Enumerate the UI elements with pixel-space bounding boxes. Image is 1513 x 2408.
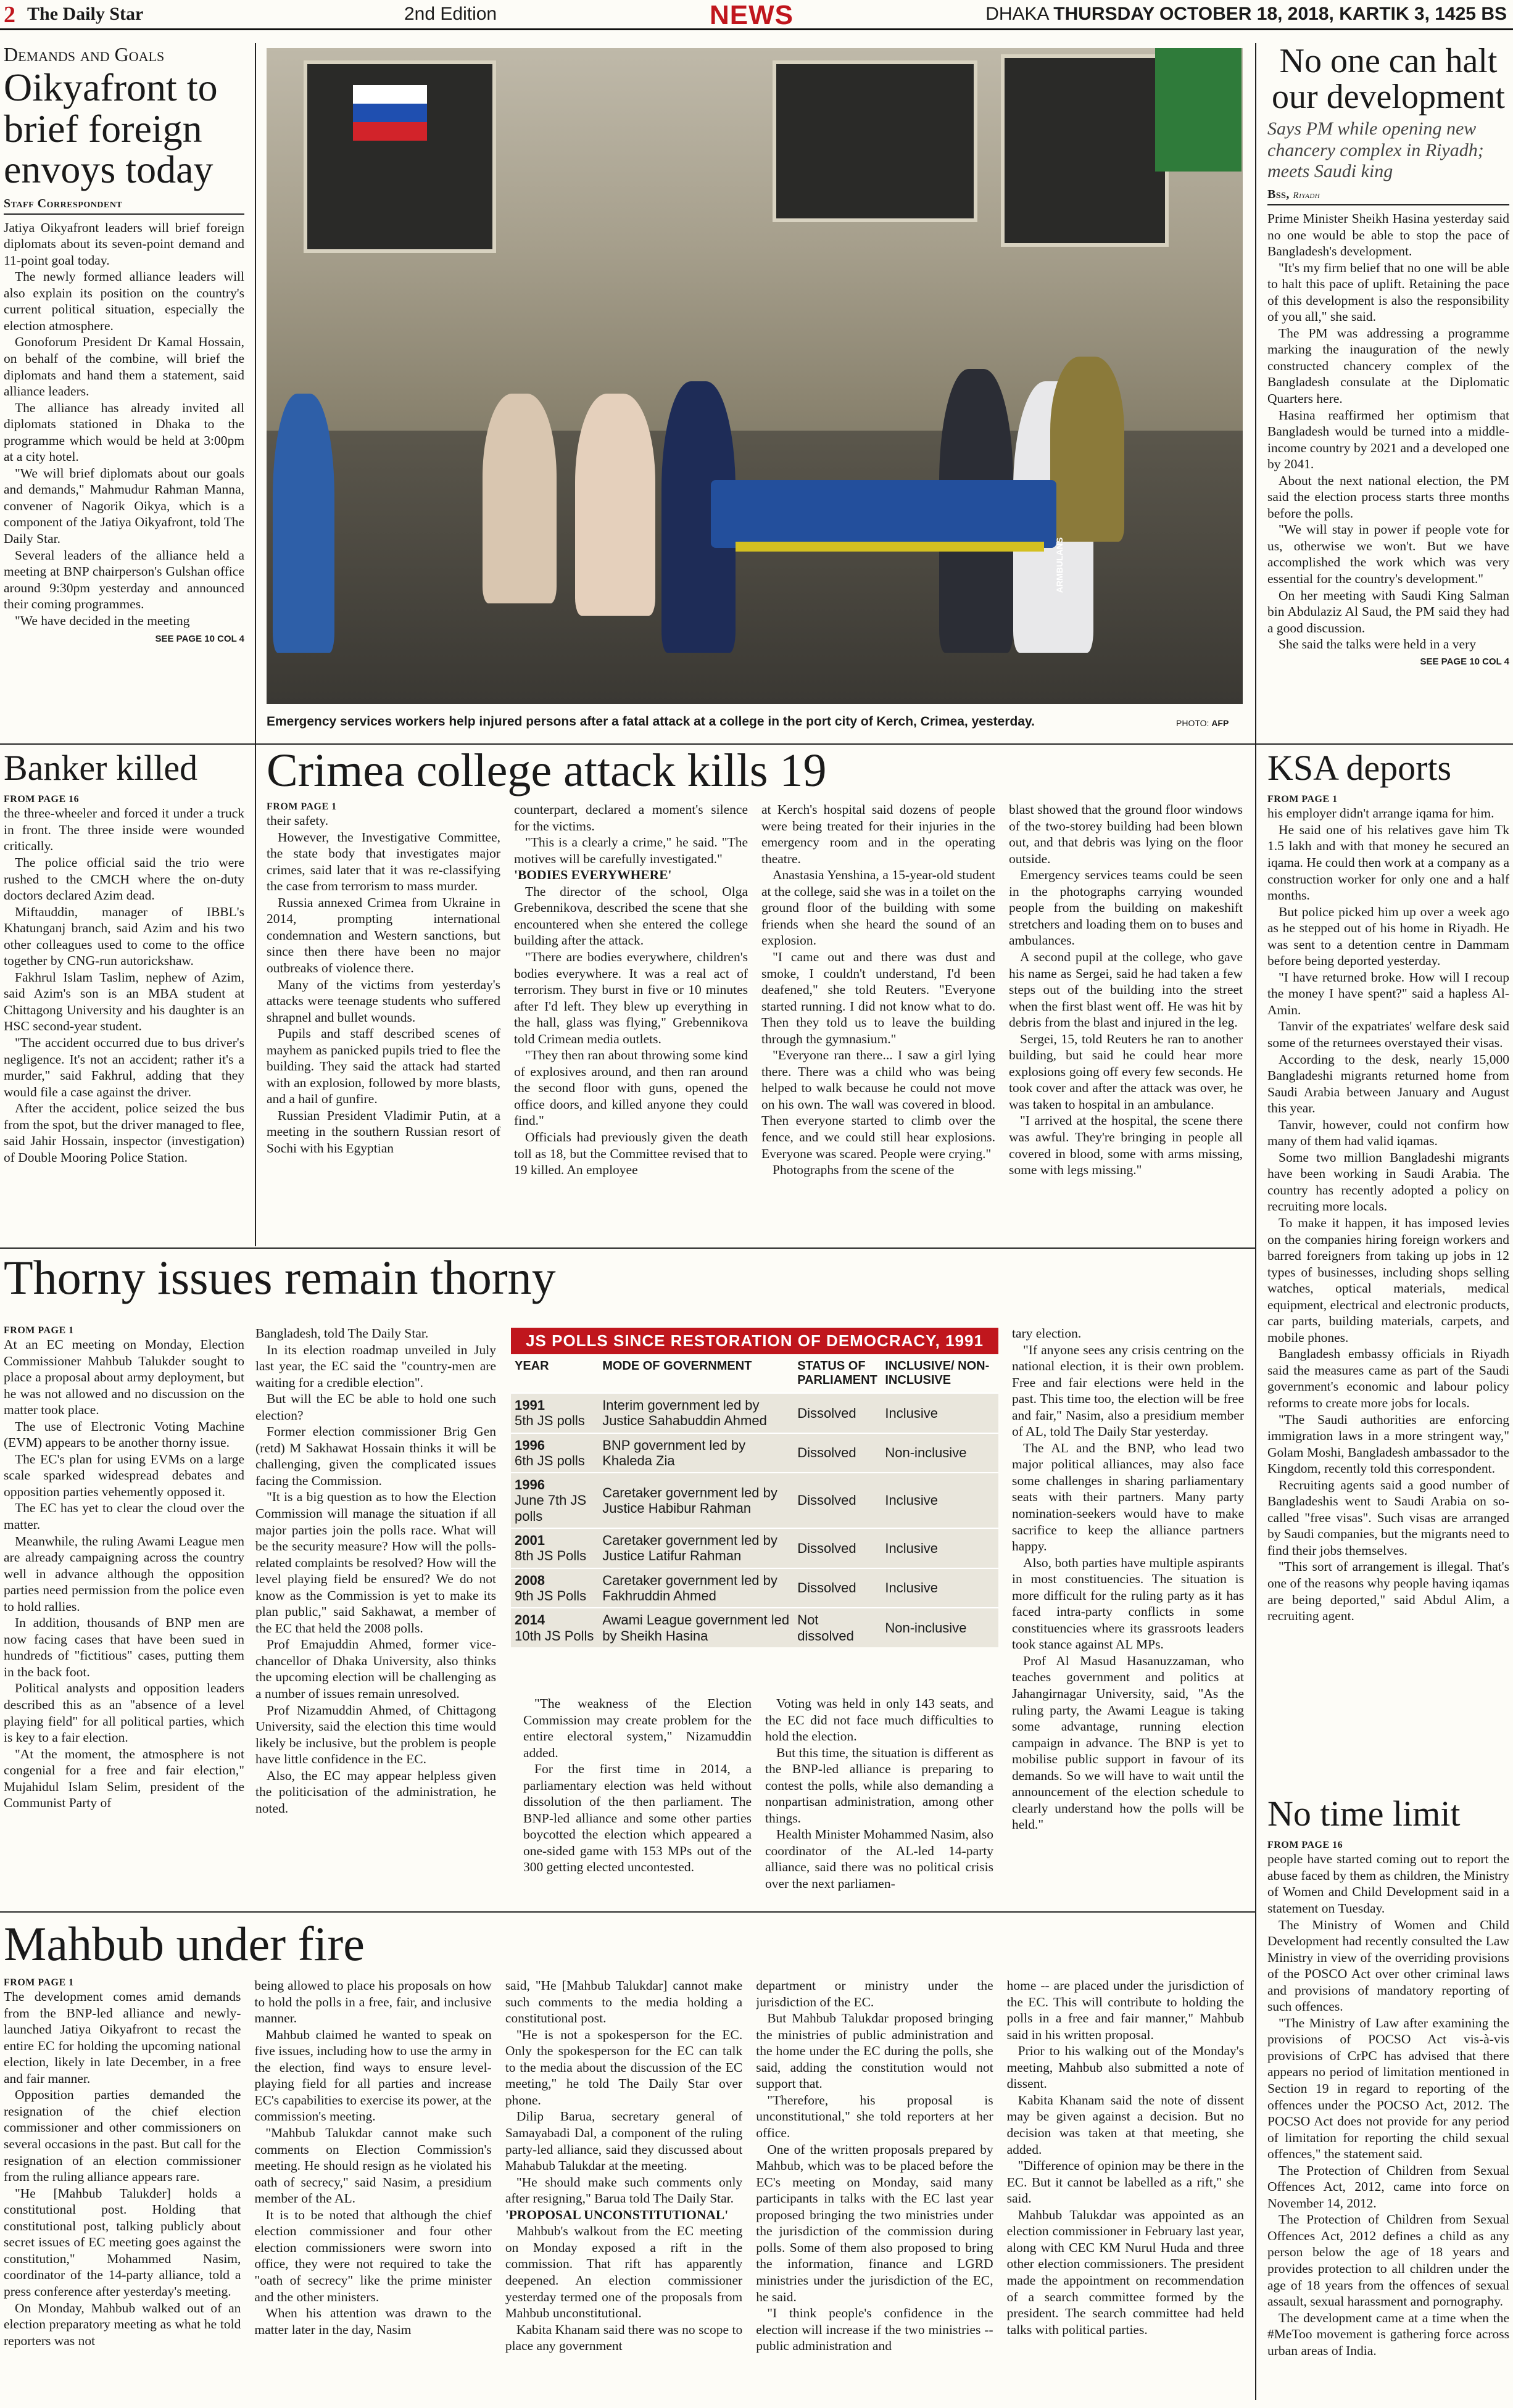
paragraph: home -- are placed under the jurisdiction of the EC. This will contribute to holding the polls in a free and fair manner," Mahbub said in his written proposal. xyxy=(1006,1978,1245,2042)
photo-credit-agency: AFP xyxy=(1211,718,1229,728)
paragraph: In addition, thousands of BNP men are now facing cases that have been sued in hundreds of "fictitious" cases, putting them in the back foot. xyxy=(4,1615,244,1679)
paragraph: "They then ran about throwing some kind of explosives around, and then ran around the second floor with guns, opened the office doors, and killed anyone they could find." xyxy=(514,1048,748,1128)
paragraph: "It's my firm belief that no one will be able to halt this pace of uplift. Retaining the pace of this development is also the responsibility of you all," she said. xyxy=(1267,260,1509,325)
paragraph: Prof Nizamuddin Ahmed, of Chittagong University, said the election this time would likely be inclusive, but the problem is people have little confidence in the EC. xyxy=(255,1702,496,1767)
poll-year: 2014 xyxy=(515,1612,545,1628)
flag-icon xyxy=(1155,48,1241,172)
paragraph: Mahbub Talukdar was appointed as an election commissioner in February last year, along with CEC KM Nurul Huda and three other election commissioners. The president made the appointment on recommendation of a search committee formed by the president. The search committee had held talks with political parties. xyxy=(1006,2207,1245,2337)
table-cell xyxy=(511,1473,599,1528)
paragraph: Miftauddin, manager of IBBL's Khatunganj branch, said Azim and his two other colleagues used to come to the office together by CNG-run autorickshaw. xyxy=(4,904,244,969)
paragraph: But will the EC be able to hold one such election? xyxy=(255,1391,496,1423)
table-header-row xyxy=(511,1354,998,1393)
table-cell: Dissolved xyxy=(794,1473,881,1528)
poll-year: 2001 xyxy=(515,1533,545,1549)
paragraph: For the first time in 2014, a parliamentary election was held without dissolution of the then parliament. The BNP-led alliance and some other parties boycotted the election which appeared a one-sided game with 153 MPs out of the 300 getting elected uncontested. xyxy=(523,1761,752,1875)
article-body xyxy=(1267,210,1509,653)
byline-place: Riyadh xyxy=(1293,190,1320,201)
from-page-note: FROM PAGE 16 xyxy=(4,794,80,805)
thorny-col-5 xyxy=(1012,1325,1244,1833)
paragraph: On her meeting with Saudi King Salman bin Abdulaziz Al Saud, the PM said they had a good discussion. xyxy=(1267,587,1509,635)
table-cell: Not dissolved xyxy=(794,1608,881,1647)
paragraph: "We have decided in the meeting xyxy=(15,613,190,628)
article-column xyxy=(1007,1977,1244,2354)
poll-year: 1996 xyxy=(515,1437,545,1453)
paragraph: Prior to his walking out of the Monday's meeting, Mahbub also submitted a note of dissent. xyxy=(1006,2043,1245,2091)
paragraph: "I came out and there was dust and smoke, I couldn't understand, I'd been deafened," she told Reuters. "Everyone started running. I did not know what to do. Then they told us to leave the building through the gymnasium." xyxy=(761,949,995,1046)
photo-window xyxy=(1001,54,1169,247)
byline-agency: Bss, xyxy=(1267,187,1290,201)
paragraph: Sergei, 15, told Reuters he ran to another building, but said he could hear more explosions going off every few seconds. He took cover and after the attack was over, he was taken to hospital in an ambulance. xyxy=(1009,1031,1243,1112)
paragraph: The PM was addressing a programme marking the inauguration of the newly constructed chancery complex of the Bangladesh consulate at the Diplomatic Quarters here. xyxy=(1267,325,1509,406)
paragraph: Opposition parties demanded the resignation of the chief election commissioner and other commissioners on several occasions in the past. But call for the resignation of an election commissioner from the ruling alliance appears rare. xyxy=(4,2087,241,2185)
article-column xyxy=(761,801,995,1178)
table-cell: Dissolved xyxy=(794,1433,881,1473)
photo-credit xyxy=(1176,718,1229,728)
thorny-issues-article xyxy=(4,1252,1244,1311)
thorny-col-1 xyxy=(4,1325,244,1811)
paragraph: Recruiting agents said a good number of Bangladeshis went to Saudi Arabia on so-called "free visas". Such visas are arranged by Saudi companies, but the migrants need to find their jobs themselves. xyxy=(1267,1477,1509,1558)
dateline-city: DHAKA xyxy=(985,4,1048,24)
paragraph: "Everyone ran there... I saw a girl lying there. There was a child who was being helped to walk because he could not move on his own. The wall was covered in blood. Then everyone started to climb over the fence, and we could still hear explosions. Everyone was scared. People were crying." xyxy=(761,1048,995,1161)
paragraph: In its election roadmap unveiled in July last year, the EC said the "country-men are waiting for a credible election". xyxy=(255,1342,496,1390)
paragraph: "I arrived at the hospital, the scene there was awful. They're bringing in people all covered in blood, some with arms missing, some with legs missing." xyxy=(1009,1113,1243,1178)
paragraph: "He [Mahbub Talukder] holds a constitutional post. Holding that constitutional post, talking publicly about secret issues of EC meeting goes against the constitution," Mohammed Nasim, coordinator of the 14-party alliance, told a press conference after yesterday's meeting. xyxy=(4,2185,241,2299)
paragraph: It is to be noted that although the chief election commissioner and four other election commissioners were sworn into office, they were not required to take the "oath of secrecy" like the prime minister and the other ministers. xyxy=(254,2207,492,2304)
stretcher-label: ARMBULANS xyxy=(1055,537,1065,594)
article-columns xyxy=(267,801,1243,1178)
crimea-attack-article xyxy=(267,747,1243,1178)
table-cell: Dissolved xyxy=(794,1528,881,1568)
table-body xyxy=(511,1393,998,1647)
article-headline: No one can halt our development xyxy=(1272,42,1505,117)
paragraph: When his attention was drawn to the matter later in the day, Nasim xyxy=(254,2306,492,2337)
paragraph: The Protection of Children from Sexual Offences Act, 2012 defines a child as any person below the age of 18 years and provides protection to all children under the age of 18 years from the offences of sexual assault, sexual harassment and pornography. xyxy=(1267,2212,1509,2309)
paragraph: The police official said the trio were rushed to the CMCH where the on-duty doctors declared Azim dead. xyxy=(4,854,244,903)
paragraph: "It is a big question as to how the Election Commission will manage the situation if all major parties join the polls race. What will be the security measure? How will the polls-related complaints be resolved? How will the level playing field be ensured? We do not know as the Commission is yet to make its plan public," said Sakhawat, a member of the EC that held the 2008 polls. xyxy=(255,1489,496,1636)
paragraph: tary election. xyxy=(1012,1326,1082,1341)
paragraph: at Kerch's hospital said dozens of people were being treated for their injuries in the emergency room and in the operating theatre. xyxy=(761,802,995,866)
paragraph: "Therefore, his proposal is unconstitutional," she told reporters at her office. xyxy=(756,2092,993,2141)
column-rule xyxy=(1255,43,1256,2400)
poll-number: 10th JS Polls xyxy=(515,1628,594,1644)
paragraph: About the next national election, the PM said the election process starts three months before the polls. xyxy=(1267,473,1509,521)
article-body xyxy=(1267,1851,1509,2359)
edition-label: 2nd Edition xyxy=(404,4,497,24)
paragraph: Bangladesh embassy officials in Riyadh said the measures came as part of the Saudi government's economic and labour policy reforms to create more jobs for locals. xyxy=(1267,1346,1509,1410)
paragraph: Photographs from the scene of the xyxy=(773,1162,955,1178)
flag-icon xyxy=(353,104,427,122)
paragraph: "There are bodies everywhere, children's bodies everywhere. It was a real act of terrorism. They burst in five or 10 minutes after I'd left. They blew up everything in the hall, glass was flying," Grebennikova told Crimean media outlets. xyxy=(514,949,748,1046)
poll-number: 9th JS Polls xyxy=(515,1587,587,1603)
article-column xyxy=(514,801,748,1178)
article-body xyxy=(255,1325,496,1816)
table-row xyxy=(511,1393,998,1433)
column-header: INCLUSIVE/ NON-INCLUSIVE xyxy=(885,1359,990,1387)
photo-window xyxy=(773,60,977,222)
ksa-deports-article xyxy=(1267,750,1509,1624)
photo-credit-label: PHOTO: xyxy=(1176,718,1209,728)
paragraph: "The Saudi authorities are enforcing immigration laws in a more stringent way," Golam Moshi, Bangladesh ambassador to the Kingdom, recently told this correspondent. xyxy=(1267,1412,1509,1476)
column-header: STATUS OF PARLIAMENT xyxy=(797,1359,877,1387)
paragraph: Tanvir of the expatriates' welfare desk said some of the returnees overstayed their visas. xyxy=(1267,1019,1509,1050)
paragraph: Health Minister Mohammed Nasim, also coordinator of the AL-led 14-party alliance, said there was no political crisis over the next parliamen- xyxy=(765,1827,993,1892)
paragraph: Prof Al Masud Hasanuzzaman, who teaches government and politics at Jahangirnagar University, said, "As the ruling party, the Awami League is taking some advantage, running election campaign in advance. The BNP is yet to mobilise public support in favour of its demands. So we will have to wait until the announcement of the election schedule to clearly understand how the polls will be held." xyxy=(1012,1653,1244,1832)
table-cell: Non-inclusive xyxy=(881,1608,998,1647)
poll-number: June 7th JS polls xyxy=(515,1492,587,1524)
paragraph: blast showed that the ground floor windows of the two-storey building had been blown out, and that debris was lying on the floor outside. xyxy=(1009,802,1243,866)
paragraph: Russia annexed Crimea from Ukraine in 2014, prompting international condemnation and Western sanctions, but since then there have been no major outbreaks of violence there. xyxy=(267,895,500,975)
article-columns xyxy=(4,1977,1244,2354)
article-headline: No time limit xyxy=(1267,1794,1461,1834)
from-page-note: FROM PAGE 1 xyxy=(267,801,337,813)
from-page-note: FROM PAGE 1 xyxy=(4,1325,74,1336)
paragraph: The alliance has already invited all diplomats stationed in Dhaka to the programme which would be held at 3:00pm at a city hotel. xyxy=(4,400,244,465)
paragraph: "We will stay in power if people vote for us, otherwise we won't. But we have accomplished the work which was very essential for the country's development." xyxy=(1267,522,1509,586)
from-page-note: FROM PAGE 1 xyxy=(1267,794,1338,805)
table-cell: BNP government led by Khaleda Zia xyxy=(599,1433,794,1473)
paragraph: According to the desk, nearly 15,000 Bangladeshi migrants returned home from Saudi Arabia between January and August this year. xyxy=(1267,1051,1509,1116)
table-cell xyxy=(511,1568,599,1608)
paragraph: Jatiya Oikyafront leaders will brief foreign diplomats about its seven-point demand and 11-point goal today. xyxy=(4,220,244,268)
photo-caption: Emergency services workers help injured persons after a fatal attack at a college in the port city of Kerch, Crimea, yesterday. xyxy=(267,714,1035,729)
mahbub-under-fire-article xyxy=(4,1919,1244,2354)
paragraph: The AL and the BNP, who lead two major political alliances, may also face some challenges in sharing parliamentary seats with their partners. Many party nomination-seekers would have to make sacrifice to keep the alliance partners happy. xyxy=(1012,1440,1244,1554)
paragraph: "At the moment, the atmosphere is not congenial for a free and fair election," Mujahidul Islam Selim, president of the Communist Party of xyxy=(4,1746,244,1811)
article-body xyxy=(1012,1325,1244,1833)
from-page-note: FROM PAGE 1 xyxy=(4,1977,74,1988)
poll-number: 6th JS polls xyxy=(515,1452,585,1468)
from-page-note: FROM PAGE 16 xyxy=(1267,1840,1343,1851)
table-cell: Inclusive xyxy=(881,1473,998,1528)
paragraph: However, the Investigative Committee, the state body that investigates major crimes, said later that it was re-classifying the case from terrorism to mass murder. xyxy=(267,829,500,894)
paragraph: The Ministry of Women and Child Development had recently consulted the Law Ministry in view of the overriding provisions of the POSCO Act over other criminal laws and provisions of mandatory reporting of such offences. xyxy=(1267,1917,1509,2014)
thorny-col-2 xyxy=(255,1325,496,1816)
table-cell: Caretaker government led by Justice Latifur Rahman xyxy=(599,1528,794,1568)
paragraph: "Difference of opinion may be there in the EC. But it cannot be labelled as a rift," she said. xyxy=(1006,2158,1245,2206)
section-divider xyxy=(0,1247,1255,1249)
article-body xyxy=(523,1695,752,1876)
paragraph: Kabita Khanam said there was no scope to place any government xyxy=(505,2322,743,2354)
no-time-limit-article xyxy=(1267,1795,1509,2359)
article-byline: Staff Correspondent xyxy=(4,197,244,215)
paragraph: Emergency services teams could be seen in the photographs carrying wounded people from the building on makeshift stretchers and loading them on to buses and ambulances. xyxy=(1009,867,1243,948)
flag-icon xyxy=(353,122,427,141)
person-figure xyxy=(483,394,557,603)
paragraph: To make it happen, it has imposed levies on the companies hiring foreign workers and barred foreigners from taking up jobs in 12 types of businesses, including shops selling watches, optical materials, medical equipment, electrical and electronic products, car parts, building materials, carpets, and mobile phones. xyxy=(1267,1215,1509,1345)
column-header: MODE OF GOVERNMENT xyxy=(602,1359,752,1373)
paragraph: the three-wheeler and forced it under a truck in front. The three inside were wounded critically. xyxy=(4,806,244,854)
article-body xyxy=(4,220,244,629)
paragraph: Russian President Vladimir Putin, at a meeting in the southern Russian resort of Sochi with his Egyptian xyxy=(267,1107,500,1156)
table-cell xyxy=(511,1433,599,1473)
paragraph: At an EC meeting on Monday, Election Commissioner Mahbub Talukder sought to place a proposal about army deployment, but he was not allowed and no discussion on the matter took place. xyxy=(4,1337,244,1418)
section-divider xyxy=(0,1911,1255,1913)
continuation-note: SEE PAGE 10 COL 4 xyxy=(1420,656,1509,667)
paragraph: The EC has yet to clear the cloud over the matter. xyxy=(4,1500,244,1533)
table-row xyxy=(511,1568,998,1608)
article-kicker: Demands and Goals xyxy=(4,43,165,65)
paragraph: Also, the EC may appear helpless given the politicisation of the administration, he noted. xyxy=(255,1768,496,1816)
person-figure xyxy=(273,394,334,653)
stretcher xyxy=(711,480,1056,548)
paragraph: "This is a clearly a crime," he said. "The motives will be carefully investigated." xyxy=(514,835,748,866)
banker-killed-article xyxy=(4,750,244,1165)
dateline-day: THURSDAY OCTOBER 18, 2018, xyxy=(1053,4,1334,24)
dateline xyxy=(985,4,1507,25)
table-cell xyxy=(511,1608,599,1647)
paragraph: "The weakness of the Election Commission may create problem for the entire electoral system," Nizamuddin added. xyxy=(523,1696,752,1760)
paragraph: "He should make such comments only after resigning," Barua told The Daily Star. xyxy=(505,2174,743,2206)
table-row xyxy=(511,1528,998,1568)
poll-year: 2008 xyxy=(515,1572,545,1588)
paragraph: The development comes amid demands from the BNP-led alliance and newly-launched Jatiya Oikyafront to recast the entire EC for holding the upcoming national election, likely in late December, in a free and fair manner. xyxy=(4,1989,241,2086)
table-row xyxy=(511,1433,998,1473)
article-column xyxy=(254,1977,491,2354)
table-cell: Dissolved xyxy=(794,1568,881,1608)
paragraph: Several leaders of the alliance held a meeting at BNP chairperson's Gulshan office around 9:30pm yesterday and announced their coming programmes. xyxy=(4,547,244,612)
js-polls-table-box xyxy=(511,1328,998,1647)
js-polls-table xyxy=(511,1354,998,1647)
paragraph: Mahbub claimed he wanted to speak on five issues, including how to use the army in the election, find ways to ensure level-playing field for all parties and increase EC's capabilities to exercise its power, at the commission's meeting. xyxy=(254,2027,492,2124)
paragraph: But police picked him up over a week ago as he stepped out of his home in Riyadh. He was sent to a detention centre in Dammam before being deported yesterday. xyxy=(1267,904,1509,969)
article-column xyxy=(756,1977,993,2354)
paragraph: "We will brief diplomats about our goals and demands," Mahmudur Rahman Manna, convener of Nagorik Oikya, which is a component of the Jatiya Oikyafront, told The Daily Star. xyxy=(4,465,244,547)
paragraph: Prime Minister Sheikh Hasina yesterday said no one would be able to stop the pace of Bangladesh's development. xyxy=(1267,210,1509,259)
paragraph: One of the written proposals prepared by Mahbub, which was to be placed before the EC's meeting on Monday, said many participants in talks with the EC last year proposed bringing the two ministries under the jurisdiction of the commission during polls. Some of them also proposed to bring the information, finance and LGRD ministries under the jurisdiction of the EC, he said. xyxy=(756,2141,993,2304)
article-body xyxy=(4,805,244,1165)
flag-icon xyxy=(353,85,427,104)
paragraph: Also, both parties have multiple aspirants in most constituencies. The situation is more difficult for the ruling party as it has faced intra-party conflicts in some constituencies where its grassroots leaders took stance against AL MPs. xyxy=(1012,1555,1244,1652)
paragraph: Officials had previously given the death toll as 18, but the Committee revised that to 19 killed. An employee xyxy=(514,1129,748,1178)
paragraph: said, "He [Mahbub Talukdar] cannot make such comments to the media holding a constitutional post. xyxy=(505,1978,743,2026)
paragraph: "He is not a spokesperson for the EC. Only the spokesperson for the EC can talk to the media about the discussion of the EC meeting," he told The Daily Star over phone. xyxy=(505,2027,743,2108)
paragraph: Hasina reaffirmed her optimism that Bangladesh would be turned into a middle-income country by 2021 and a developed one by 2041. xyxy=(1267,407,1509,472)
paragraph: Voting was held in only 143 seats, and the EC did not face much difficulties to hold the election. xyxy=(765,1696,993,1744)
paragraph: being allowed to place his proposals on how to hold the polls in a free, fair, and inclusive manner. xyxy=(254,1978,492,2026)
stretcher-frame xyxy=(736,542,1044,552)
thorny-col-3 xyxy=(523,1695,752,1876)
news-photo-kerch-attack xyxy=(267,48,1243,704)
article-column xyxy=(4,1977,241,2354)
article-body xyxy=(1267,805,1509,1624)
poll-number: 5th JS polls xyxy=(515,1413,585,1429)
paragraph: Kabita Khanam said the note of dissent may be given against a decision. But no decision was taken at that meeting, she added. xyxy=(1006,2092,1245,2157)
paragraph: "Mahbub Talukdar cannot make such comments on Election Commission's meeting. He should resign as he violated his oath of secrecy," said Nasim, a presidium member of the AL. xyxy=(254,2125,492,2206)
paragraph: But this time, the situation is different as the BNP-led alliance is preparing to contest the polls, while also demanding a nonpartisan administration, among other things. xyxy=(765,1745,993,1826)
subheading: 'PROPOSAL UNCONSTITUTIONAL' xyxy=(505,2207,729,2222)
table-row xyxy=(511,1608,998,1647)
paragraph: "The accident occurred due to bus driver's negligence. It's not an accident; rather it's a murder," said Fakhrul, adding that they would file a case against the driver. xyxy=(4,1035,244,1099)
article-headline: Mahbub under fire xyxy=(4,1917,365,1971)
article-column xyxy=(505,1977,742,2354)
table-cell: Inclusive xyxy=(881,1393,998,1433)
paragraph: "If anyone sees any crisis centring on the national election, it is their own problem. Free and fair elections were held in the past. This time too, the election will be free and fair," Nasim, also a presidium member of AL, told The Daily Star yesterday. xyxy=(1012,1342,1244,1439)
column-rule xyxy=(255,43,256,1246)
column-header: YEAR xyxy=(515,1359,549,1373)
article-headline: Banker killed xyxy=(4,748,198,788)
paragraph: Anastasia Yenshina, a 15-year-old student at the college, said she was in a toilet on the ground floor of the building with some friends when she heard the sound of an explosion. xyxy=(761,867,995,948)
paragraph: The director of the school, Olga Grebennikova, described the scene that she encountered when she entered the college building after the attack. xyxy=(514,883,748,948)
paragraph: Prof Emajuddin Ahmed, former vice-chancellor of Dhaka University, also thinks the upcoming election will be challenging as a number of issues remain unresolved. xyxy=(255,1637,496,1702)
paragraph: But Mahbub Talukdar proposed bringing the ministries of public administration and the home under the EC during the polls, she said, adding the constitution would not support that. xyxy=(756,2011,993,2091)
paragraph: The EC's plan for using EVMs on a large scale sparked widespread debates and opposition parties vehemently opposed it. xyxy=(4,1451,244,1499)
person-figure xyxy=(1050,357,1124,542)
table-cell: Dissolved xyxy=(794,1393,881,1433)
page-header xyxy=(0,0,1513,30)
paragraph: Political analysts and opposition leaders described this as an "absence of a level playing field" for all political parties, which is key to a fair election. xyxy=(4,1681,244,1745)
article-byline xyxy=(1267,188,1509,205)
paragraph: department or ministry under the jurisdiction of the EC. xyxy=(756,1978,993,2009)
article-headline: Thorny issues remain thorny xyxy=(4,1251,556,1304)
page-number: 2 xyxy=(4,2,15,28)
paragraph: A second pupil at the college, who gave his name as Sergei, said he had taken a few steps out of the building into the street when the first blast went off. He was hit by debris from the blast and injured in the leg. xyxy=(1009,949,1243,1030)
paragraph: She said the talks were held in a very xyxy=(1279,637,1477,652)
table-cell: Inclusive xyxy=(881,1568,998,1608)
paragraph: Many of the victims from yesterday's attacks were teenage students who suffered shrapnel and bullet wounds. xyxy=(267,977,500,1025)
article-subhead: Says PM while opening new chancery complex in Riyadh; meets Saudi king xyxy=(1267,118,1484,182)
paragraph: Bangladesh, told The Daily Star. xyxy=(255,1326,429,1341)
paragraph: his employer didn't arrange iqama for him. xyxy=(1267,806,1494,821)
table-cell: Caretaker government led by Fakhruddin Ahmed xyxy=(599,1568,794,1608)
section-label: NEWS xyxy=(710,0,794,30)
paragraph: The use of Electronic Voting Machine (EVM) appears to be another thorny issue. xyxy=(4,1418,244,1450)
paragraph: He said one of his relatives gave him Tk 1.5 lakh and with that money he secured an iqama. He could then work at a company as a construction worker for only one and a half months. xyxy=(1267,822,1509,903)
article-headline: Crimea college attack kills 19 xyxy=(267,745,827,796)
subheading: 'BODIES EVERYWHERE' xyxy=(514,867,672,883)
oikyafront-article xyxy=(4,43,244,644)
article-body xyxy=(765,1695,993,1892)
paragraph: counterpart, declared a moment's silence for the victims. xyxy=(514,802,748,834)
paragraph: Meanwhile, the ruling Awami League men are already campaigning across the country well in advance although the opposition parties need permission from the police even to hold rallies. xyxy=(4,1533,244,1614)
pm-development-article xyxy=(1267,43,1509,667)
person-figure xyxy=(575,394,655,616)
paragraph: The newly formed alliance leaders will also explain its position on the country's current political situation, especially the election atmosphere. xyxy=(4,269,244,333)
table-cell: Caretaker government led by Justice Habibur Rahman xyxy=(599,1473,794,1528)
paragraph: The Protection of Children from Sexual Offences Act, 2012, came into force on November 14, 2012. xyxy=(1267,2162,1509,2211)
continuation-note: SEE PAGE 10 COL 4 xyxy=(155,634,244,645)
table-cell: Inclusive xyxy=(881,1528,998,1568)
paragraph: Mahbub's walkout from the EC meeting on Monday exposed a rift in the commission. That rift has apparently deepened. An election commissioner yesterday termed one of the proposals from Mahbub unconstitutional. xyxy=(505,2224,743,2321)
poll-year: 1996 xyxy=(515,1477,545,1493)
paragraph: people have started coming out to report the abuse faced by them as children, the Ministry of Women and Child Development said in a statement on Tuesday. xyxy=(1267,1852,1509,1916)
table-cell: Awami League government led by Sheikh Hasina xyxy=(599,1608,794,1647)
paragraph: On Monday, Mahbub walked out of an election preparatory meeting as what he told reporters was not xyxy=(4,2300,241,2348)
masthead-logo: The Daily Star xyxy=(27,4,144,24)
paragraph: "I think people's confidence in the election will increase if the two ministries -- public administration and xyxy=(756,2306,993,2354)
paragraph: Former election commissioner Brig Gen (retd) M Sakhawat Hossain thinks it will be challenging, given the complicated issues facing the Commission. xyxy=(255,1424,496,1488)
paragraph: Pupils and staff described scenes of mayhem as panicked pupils tried to flee the building. They said the attack had started with an explosion, followed by more blasts, and a hail of gunfire. xyxy=(267,1026,500,1107)
paragraph: "This sort of arrangement is illegal. That's one of the reasons why people having iqamas are being deported," said Abdul Alim, a recruiting agent. xyxy=(1267,1559,1509,1624)
article-body xyxy=(4,1336,244,1811)
article-headline: KSA deports xyxy=(1267,748,1452,788)
article-headline: Oikyafront to brief foreign envoys today xyxy=(4,65,218,192)
thorny-col-4 xyxy=(765,1695,993,1892)
paragraph: The development came at a time when the #MeToo movement is gathering force across urban areas of India. xyxy=(1267,2310,1509,2358)
table-cell: Interim government led by Justice Sahabuddin Ahmed xyxy=(599,1393,794,1433)
paragraph: their safety. xyxy=(267,813,329,829)
poll-year: 1991 xyxy=(515,1397,545,1413)
paragraph: Gonoforum President Dr Kamal Hossain, on behalf of the combine, will brief the diplomats and hand them a statement, said alliance leaders. xyxy=(4,334,244,399)
poll-number: 8th JS Polls xyxy=(515,1548,587,1564)
paragraph: Tanvir, however, could not confirm how many of them had valid iqamas. xyxy=(1267,1117,1509,1149)
dateline-bangla: KARTIK 3, 1425 BS xyxy=(1339,4,1507,24)
article-column xyxy=(267,801,500,1178)
table-cell xyxy=(511,1393,599,1433)
table-cell: Non-inclusive xyxy=(881,1433,998,1473)
table-row xyxy=(511,1473,998,1528)
paragraph: Dilip Barua, secretary general of Samayabadi Dal, a component of the ruling party-led alliance, said they discussed about Mahabub Talukdar at the meeting. xyxy=(505,2109,743,2174)
paragraph: After the accident, police seized the bus from the spot, but the driver managed to flee, said Jahir Hossain, inspector (investigation) of Double Mooring Police Station. xyxy=(4,1101,244,1165)
paragraph: "I have returned broke. How will I recoup the money I have spent?" said a hapless Al-Amin. xyxy=(1267,969,1509,1017)
paragraph: "The Ministry of Law after examining the provisions of POCSO Act vis-à-vis provisions of CrPC has advised that there appears no period of limitation mentioned in Section 19 in regard to reporting of the offences under the POCSO Act, 2012. The POCSO Act does not provide for any period of limitation for reporting the child sexual offences," the statement said. xyxy=(1267,2015,1509,2162)
paragraph: Fakhrul Islam Taslim, nephew of Azim, said Azim's son is an MBA student at Chittagong University and his daughter is an HSC second-year student. xyxy=(4,969,244,1034)
article-column xyxy=(1009,801,1243,1178)
paragraph: Some two million Bangladeshi migrants have been working in Saudi Arabia. The country has recently adopted a policy on recruiting more locals. xyxy=(1267,1149,1509,1214)
table-cell xyxy=(511,1528,599,1568)
table-title: JS POLLS SINCE RESTORATION OF DEMOCRACY, 1991 xyxy=(511,1328,998,1354)
